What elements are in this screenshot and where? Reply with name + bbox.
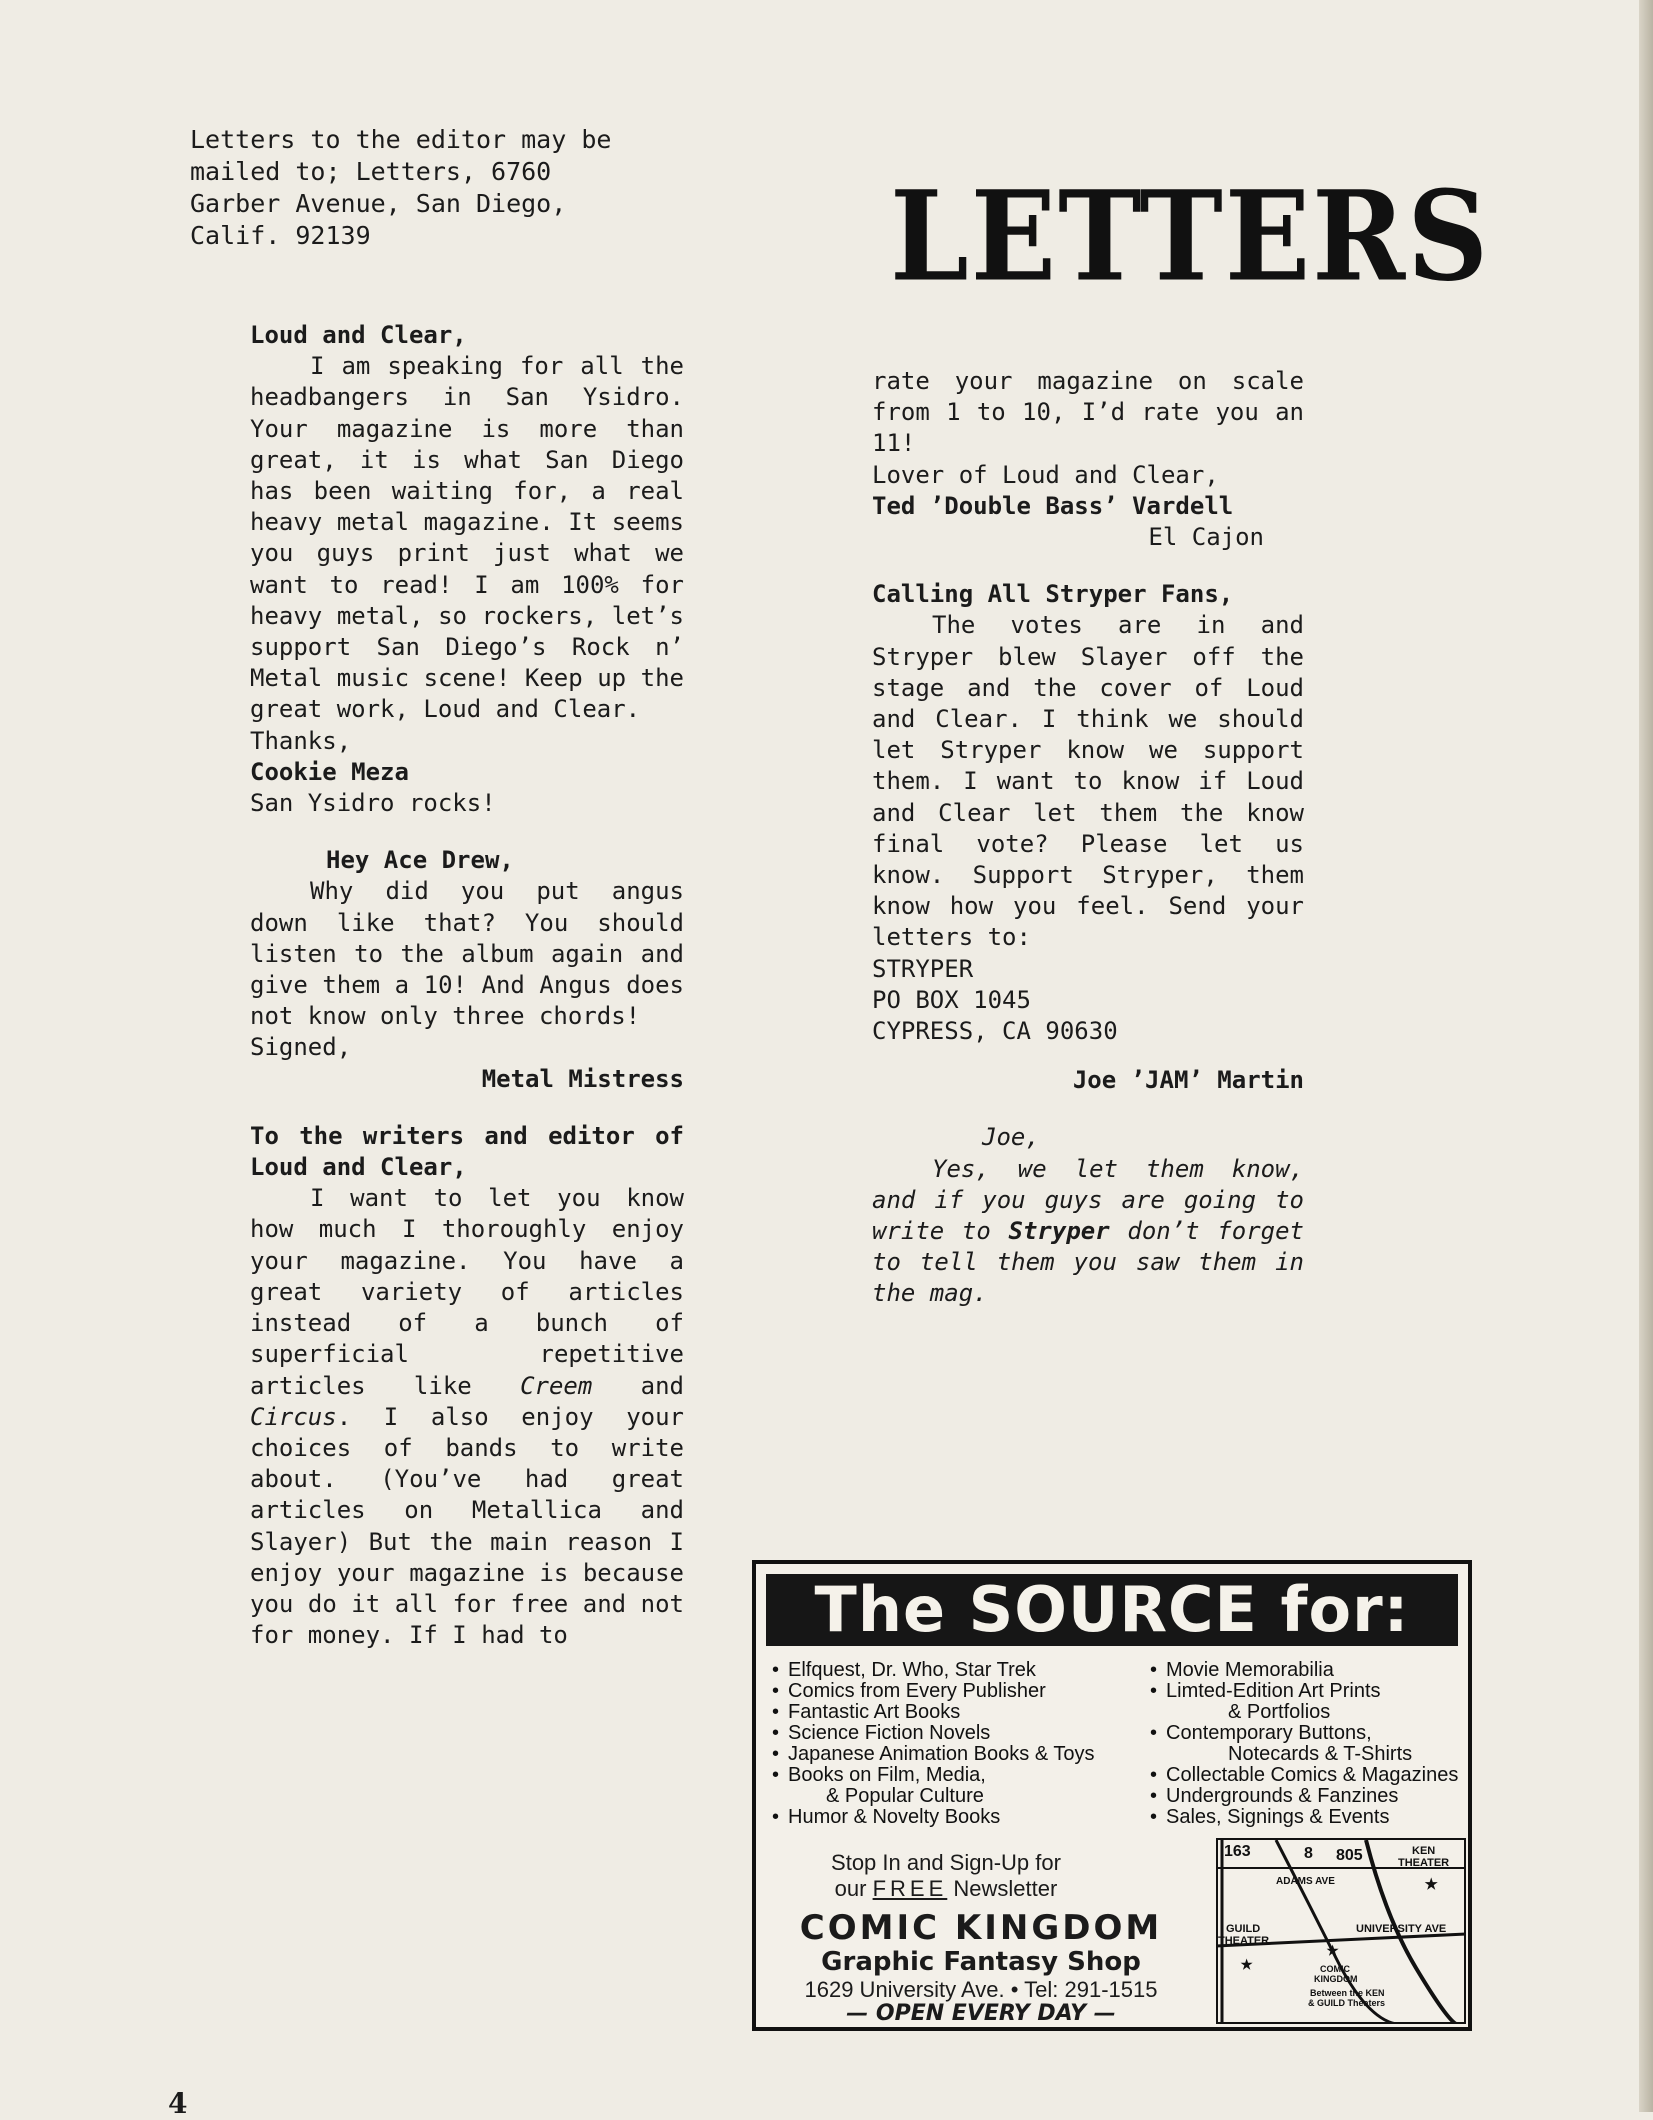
ad-list-item: • Fantastic Art Books — [770, 1702, 1140, 1723]
letter-greeting: To the writers and editor of Loud and Clear, — [250, 1121, 684, 1182]
letter-closing: Lover of Loud and Clear, — [872, 460, 1219, 489]
shop-address: 1629 University Ave. • Tel: 291-1515 — [804, 1977, 1158, 2002]
ad-list-item: • Comics from Every Publisher — [770, 1681, 1140, 1702]
letter-body-text: I want to let you know how much I thoroughly enjoy your magazine. You have a great variety of articles instead of a bunch of superficial repetitive articles like — [250, 1184, 684, 1400]
mailing-address-line: CYPRESS, CA 90630 — [872, 1017, 1118, 1046]
map-label-kingdom: KINGDOM — [1314, 1974, 1358, 1984]
ad-list-item: • Movie Memorabilia — [1148, 1660, 1468, 1681]
ad-list-item: • Contemporary Buttons, — [1148, 1723, 1468, 1744]
letters-column-right — [872, 366, 1304, 1336]
location-map — [1216, 1838, 1466, 2024]
ad-header: The SOURCE for: — [766, 1574, 1458, 1646]
editor-address-note — [190, 124, 756, 252]
ad-list-subline: & Popular Culture — [826, 1785, 984, 1807]
newsletter-line — [806, 1876, 1086, 1902]
editor-reply — [872, 1122, 1304, 1309]
reply-body — [872, 1154, 1304, 1310]
ad-list-item: • Undergrounds & Fanzines — [1148, 1786, 1468, 1807]
mailing-address-line: PO BOX 1045 — [872, 985, 1031, 1014]
map-label-ken: KEN — [1412, 1845, 1436, 1857]
guild-theater-star-icon: ★ — [1240, 1951, 1254, 1976]
letter-closing: Thanks, — [250, 726, 352, 755]
map-label-between: & GUILD Theaters — [1308, 1998, 1386, 2008]
letter-ted-vardell-continued — [872, 366, 1304, 553]
letter-signature: Ted ’Double Bass’ Vardell — [872, 491, 1234, 520]
letter-body — [250, 1183, 684, 1651]
map-label-hwy8: 8 — [1304, 1845, 1313, 1862]
letter-ted-vardell — [250, 1121, 684, 1651]
letter-greeting: Loud and Clear, — [250, 321, 467, 349]
reply-greeting: Joe, — [982, 1123, 1040, 1152]
ad-list-item: • Collectable Comics & Magazines — [1148, 1765, 1468, 1786]
ad-list-item: • Science Fiction Novels — [770, 1723, 1140, 1744]
mailing-address-line: STRYPER — [872, 954, 974, 983]
intro-line: Calif. 92139 — [190, 221, 371, 250]
page-number: 4 — [168, 2087, 188, 2120]
shop-tagline: Graphic Fantasy Shop — [821, 1947, 1141, 1977]
ad-list-item: • Books on Film, Media, — [770, 1765, 1140, 1786]
letter-body: Why did you put angus down like that? You should listen to the album again and give them a 10! And Angus does not know only three chords! — [250, 877, 684, 1031]
letter-location: El Cajon — [1148, 523, 1264, 552]
map-label-hwy163: 163 — [1224, 1843, 1251, 1860]
letter-cookie-meza — [250, 320, 684, 819]
newsletter-word: our — [834, 1876, 867, 1901]
map-label-comic: COMIC — [1320, 1964, 1350, 1974]
letter-joe-martin — [872, 579, 1304, 1096]
letter-body-text: . I also enjoy your choices of bands to write about. (You’ve had great articles on Metallica and Slayer) But the main reason I enjoy your magazine is because you do it all for free and not for money. If I had to — [250, 1402, 684, 1650]
reply-text: don’t forget to tell them you saw them in the mag. — [872, 1217, 1305, 1308]
intro-line: Garber Avenue, San Diego, — [190, 189, 567, 218]
letter-location: San Ysidro rocks! — [250, 789, 496, 818]
ad-list-item: • Japanese Animation Books & Toys — [770, 1744, 1140, 1765]
page-edge — [1639, 0, 1653, 2112]
magazine-title: Creem — [520, 1371, 593, 1400]
letter-greeting: Hey Ace Drew, — [326, 846, 514, 875]
letter-body: I am speaking for all the headbangers in San Ysidro. Your magazine is more than great, it is what San Diego has been waiting for, a real heavy metal magazine. It seems you guys print just what we want to read! I am 100% for heavy metal, so rockers, let’s support San Diego’s Rock n’ Metal music scene! Keep up the great work, Loud and Clear. — [250, 352, 684, 724]
ad-list-subline: & Portfolios — [1228, 1701, 1331, 1723]
ad-list-subline: Notecards & T-Shirts — [1228, 1743, 1413, 1765]
band-name: Stryper — [1008, 1217, 1110, 1246]
map-label-between: Between the KEN — [1310, 1988, 1385, 1998]
newsletter-line: Stop In and Sign-Up for — [831, 1850, 1061, 1875]
newsletter-word: Newsletter — [953, 1876, 1058, 1901]
shop-name: COMIC KINGDOM — [799, 1908, 1163, 1948]
ad-list-left — [770, 1660, 1140, 1828]
ad-list-right — [1148, 1660, 1468, 1828]
letter-closing: Signed, — [250, 1033, 352, 1062]
newsletter-free: FREE — [872, 1876, 948, 1901]
comic-kingdom-star-icon: ★ — [1326, 1937, 1340, 1962]
letter-body-text: and — [592, 1371, 684, 1400]
map-label-hwy805: 805 — [1336, 1847, 1363, 1864]
letter-greeting: Calling All Stryper Fans, — [872, 580, 1234, 609]
page-title: LETTERS — [890, 165, 1491, 310]
letter-body: The votes are in and Stryper blew Slayer off the stage and the cover of Loud and Clear. I think we should let Stryper know we support them. I want to know if Loud and Clear let them the know final vote? Please let us know. Support Stryper, them know how you feel. Send your letters to: — [872, 611, 1304, 952]
magazine-title: Circus — [250, 1402, 337, 1431]
letter-signature: Joe ’JAM’ Martin — [1072, 1066, 1304, 1095]
intro-line: Letters to the editor may be — [190, 125, 612, 154]
map-label-ken-theater: THEATER — [1398, 1857, 1450, 1869]
reply-text: Yes, we let them know, and if you guys are going to write to — [872, 1154, 1304, 1246]
letter-body-continued: rate your magazine on scale from 1 to 10, I’d rate you an 11! — [872, 367, 1304, 458]
intro-line: mailed to; Letters, 6760 — [190, 157, 552, 186]
map-label-guild: GUILD — [1226, 1923, 1261, 1935]
shop-hours: — OPEN EVERY DAY — — [846, 2001, 1116, 2026]
ad-list-item: • Sales, Signings & Events — [1148, 1807, 1468, 1828]
ad-list-item: • Elfquest, Dr. Who, Star Trek — [770, 1660, 1140, 1681]
letter-signature: Cookie Meza — [250, 757, 409, 786]
ken-theater-star-icon: ★ — [1424, 1868, 1439, 1896]
map-label-adams: ADAMS AVE — [1276, 1876, 1335, 1887]
map-label-university: UNIVERSITY AVE — [1356, 1923, 1447, 1935]
comic-kingdom-ad — [752, 1560, 1472, 2031]
letters-column-left — [250, 320, 684, 1677]
ad-list-item: • Humor & Novelty Books — [770, 1807, 1140, 1828]
map-label-guild-theater: THEATER — [1218, 1935, 1270, 1947]
ad-newsletter — [806, 1850, 1086, 1902]
letter-signature: Metal Mistress — [481, 1064, 684, 1093]
ad-list-item: • Limted-Edition Art Prints — [1148, 1681, 1468, 1702]
letter-metal-mistress — [250, 845, 684, 1095]
